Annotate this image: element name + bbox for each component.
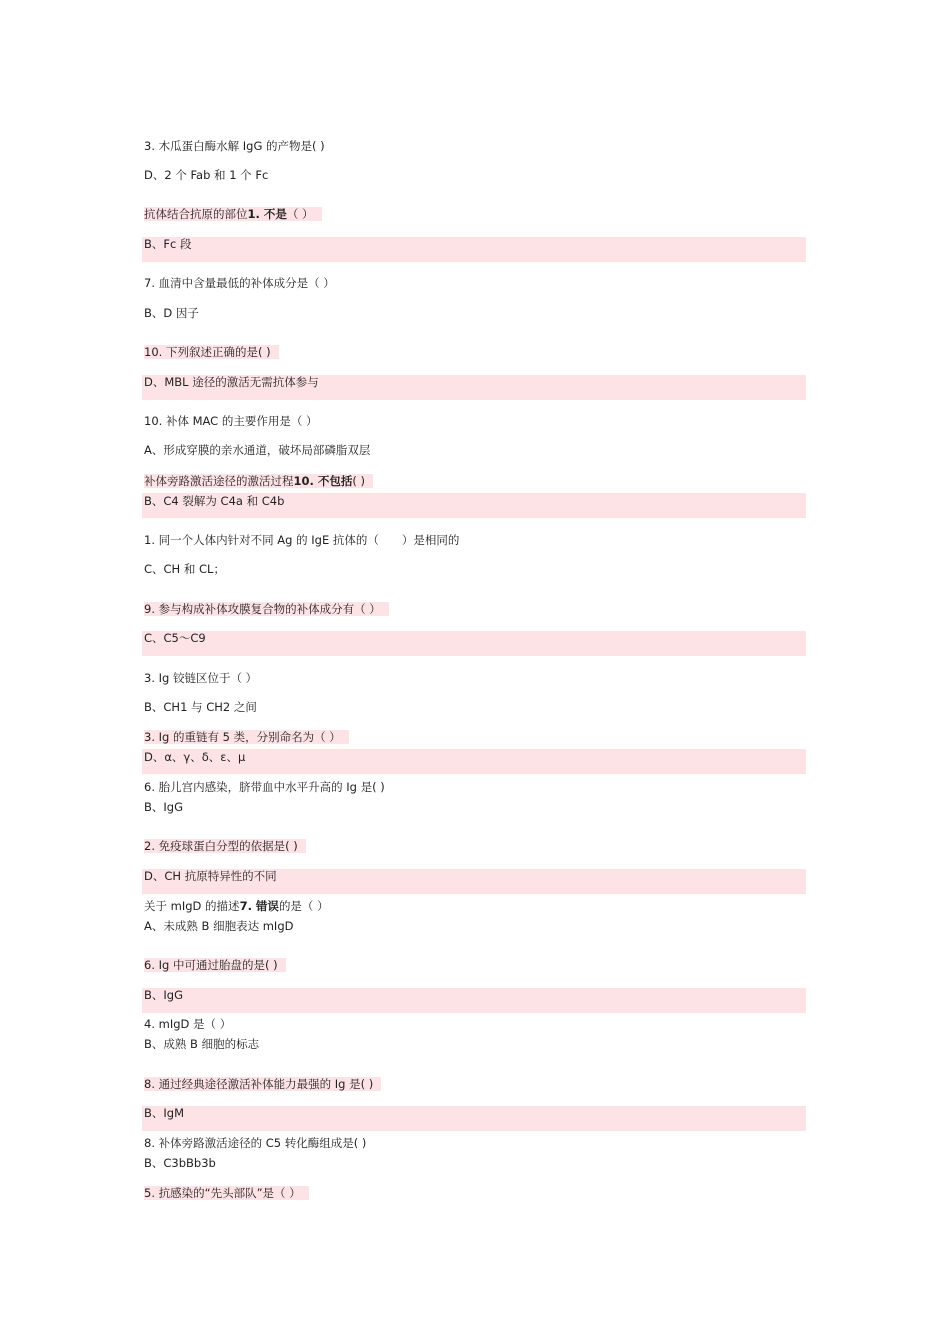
question-highlight: 8. 通过经典途径激活补体能力最强的 Ig 是( ): [144, 1077, 381, 1091]
question-emphasis: 7. 错误: [239, 899, 279, 913]
question-highlight: 5. 抗感染的“先头部队”是（ ）: [144, 1186, 309, 1200]
answer-text: B、IgM: [144, 1106, 185, 1120]
question-emphasis: 1. 不是: [247, 207, 287, 221]
answer-text: B、C3bBb3b: [144, 1156, 216, 1170]
question-highlight: 10. 下列叙述正确的是( ): [144, 345, 279, 359]
answer-highlight: [142, 988, 806, 1013]
question-text: [144, 838, 306, 854]
question-text: [144, 601, 389, 617]
question-prefix: 关于 mIgD 的描述: [144, 899, 240, 913]
answer-highlight: [142, 237, 806, 262]
question-text: 7. 血清中含量最低的补体成分是（ ）: [144, 276, 335, 290]
question-text: [144, 898, 329, 914]
question-text: [144, 344, 279, 360]
answer-text: D、2 个 Fab 和 1 个 Fc: [144, 168, 269, 182]
answer-text: C、C5～C9: [144, 631, 206, 645]
answer-text: B、IgG: [144, 988, 183, 1002]
answer-text: B、IgG: [144, 800, 183, 814]
question-highlight: 6. Ig 中可通过胎盘的是( ): [144, 958, 286, 972]
question-prefix: 抗体结合抗原的部位: [144, 207, 248, 221]
question-text: [144, 473, 373, 489]
question-text: 8. 补体旁路激活途径的 C5 转化酶组成是( ): [144, 1136, 367, 1150]
question-highlight: 3. Ig 的重链有 5 类，分别命名为（ ）: [144, 730, 349, 744]
answer-text: D、MBL 途径的激活无需抗体参与: [144, 375, 319, 389]
answer-text: B、Fc 段: [144, 237, 192, 251]
answer-text: A、未成熟 B 细胞表达 mIgD: [144, 919, 294, 933]
question-text: [144, 1185, 309, 1201]
question-text: 6. 胎儿宫内感染，脐带血中水平升高的 Ig 是( ): [144, 780, 385, 794]
answer-highlight: [142, 631, 806, 656]
question-suffix: （ ）: [286, 207, 314, 221]
question-text: [144, 957, 286, 973]
question-highlight: 2. 免疫球蛋白分型的依据是( ): [144, 839, 306, 853]
question-text: [144, 206, 322, 222]
answer-text: B、D 因子: [144, 306, 199, 320]
answer-text: C、CH 和 CL；: [144, 562, 225, 576]
question-text: 3. 木瓜蛋白酶水解 IgG 的产物是( ): [144, 139, 325, 153]
question-text: [144, 1076, 381, 1092]
question-text: [144, 729, 349, 745]
question-suffix: 的是（ ）: [278, 899, 329, 913]
question-text: 4. mIgD 是（ ）: [144, 1017, 232, 1031]
question-text: 10. 补体 MAC 的主要作用是（ ）: [144, 414, 318, 428]
question-emphasis: 10. 不包括: [293, 474, 353, 488]
answer-text: D、CH 抗原特异性的不同: [144, 869, 277, 883]
answer-text: B、CH1 与 CH2 之间: [144, 700, 257, 714]
answer-text: B、成熟 B 细胞的标志: [144, 1037, 260, 1051]
question-highlight: 9. 参与构成补体攻膜复合物的补体成分有（ ）: [144, 602, 389, 616]
question-suffix: ( ): [352, 474, 366, 488]
question-text: 1. 同一个人体内针对不同 Ag 的 IgE 抗体的（ ）是相同的: [144, 533, 460, 547]
question-prefix: 补体旁路激活途径的激活过程: [144, 474, 294, 488]
answer-highlight: [142, 1106, 806, 1131]
answer-text: B、C4 裂解为 C4a 和 C4b: [144, 494, 285, 508]
answer-text: A、形成穿膜的亲水通道，破坏局部磷脂双层: [144, 443, 371, 457]
answer-text: D、α、γ、δ、ε、μ: [144, 750, 246, 764]
question-text: 3. Ig 铰链区位于（ ）: [144, 671, 258, 685]
